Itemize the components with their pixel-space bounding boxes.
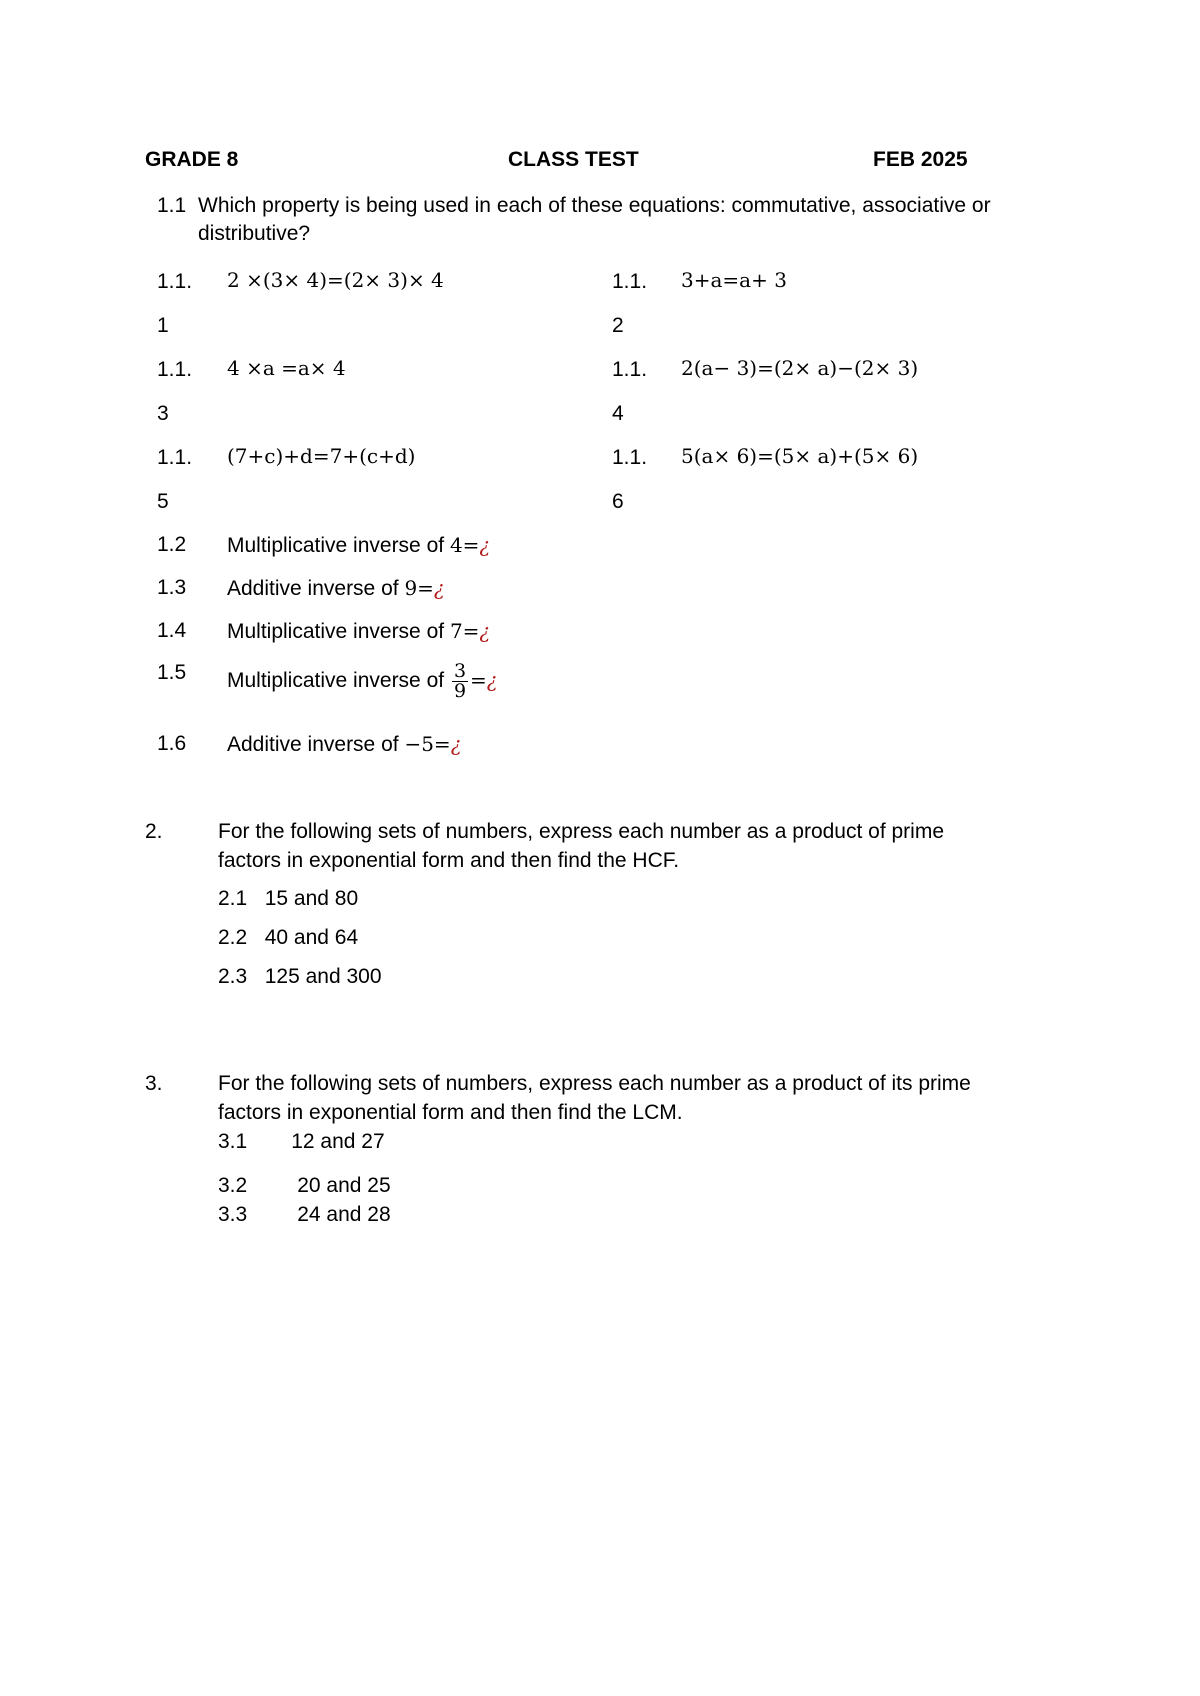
eq-number: 6: [612, 490, 624, 513]
header-test-title: CLASS TEST: [508, 148, 639, 171]
q3-line1: For the following sets of numbers, express each number as a product of its prime: [218, 1072, 971, 1095]
equation-5: (7+c)+d=7+(c+d): [227, 444, 416, 468]
eq-number: 5: [157, 490, 169, 513]
q1-2-number: 1.2: [157, 533, 187, 556]
eq-number: 1: [157, 314, 169, 337]
q1-3-number: 1.3: [157, 576, 187, 599]
eq-prefix: 1.1.: [157, 270, 193, 293]
equation-2: 3+a=a+ 3: [681, 268, 787, 292]
equation-4: 2(a− 3)=(2× a)−(2× 3): [681, 356, 919, 380]
q3-item: 3.2 20 and 25: [218, 1174, 391, 1197]
eq-prefix: 1.1.: [157, 446, 193, 469]
header-grade: GRADE 8: [145, 148, 239, 171]
answer-blank: ¿: [479, 619, 491, 643]
q1-5-text: Multiplicative inverse of $\frac{3}{9}$ =¿: [227, 660, 498, 702]
header-date: FEB 2025: [873, 148, 968, 171]
q1-number: 1.1: [157, 194, 187, 217]
eq-prefix: 1.1.: [612, 446, 648, 469]
q1-6-number: 1.6: [157, 732, 187, 755]
eq-prefix: 1.1.: [612, 358, 648, 381]
eq-prefix: 1.1.: [157, 358, 193, 381]
answer-blank: ¿: [486, 668, 498, 693]
answer-blank: ¿: [479, 533, 491, 557]
q1-question-line1: Which property is being used in each of these equations: commutative, associative or: [198, 194, 991, 217]
q2-line2: factors in exponential form and then find the HCF.: [218, 849, 680, 872]
q3-item: 3.3 24 and 28: [218, 1203, 391, 1226]
q3-number: 3.: [145, 1072, 163, 1095]
q1-5-number: 1.5: [157, 661, 187, 684]
q3-line2: factors in exponential form and then find the LCM.: [218, 1101, 683, 1124]
q1-4-number: 1.4: [157, 619, 187, 642]
q1-4-text: Multiplicative inverse of 7=¿: [227, 619, 491, 643]
q2-item: 2.2 40 and 64: [218, 926, 359, 949]
equation-1: 2 ×(3× 4)=(2× 3)× 4: [227, 268, 444, 292]
answer-blank: ¿: [450, 732, 462, 756]
eq-prefix: 1.1.: [612, 270, 648, 293]
eq-number: 4: [612, 402, 624, 425]
q2-item: 2.1 15 and 80: [218, 887, 359, 910]
q1-question-line2: distributive?: [198, 222, 311, 245]
eq-number: 2: [612, 314, 624, 337]
q1-2-text: Multiplicative inverse of 4=¿: [227, 533, 491, 557]
answer-blank: ¿: [433, 576, 445, 600]
q2-number: 2.: [145, 820, 163, 843]
q2-line1: For the following sets of numbers, express each number as a product of prime: [218, 820, 945, 843]
eq-number: 3: [157, 402, 169, 425]
equation-6: 5(a× 6)=(5× a)+(5× 6): [681, 444, 919, 468]
q1-3-text: Additive inverse of 9=¿: [227, 576, 445, 600]
fraction: $\frac{3}{9}$: [453, 660, 467, 702]
q3-item: 3.1 12 and 27: [218, 1130, 385, 1153]
q1-6-text: Additive inverse of −5=¿: [227, 732, 462, 756]
q2-item: 2.3 125 and 300: [218, 965, 382, 988]
equation-3: 4 ×a =a× 4: [227, 356, 346, 380]
